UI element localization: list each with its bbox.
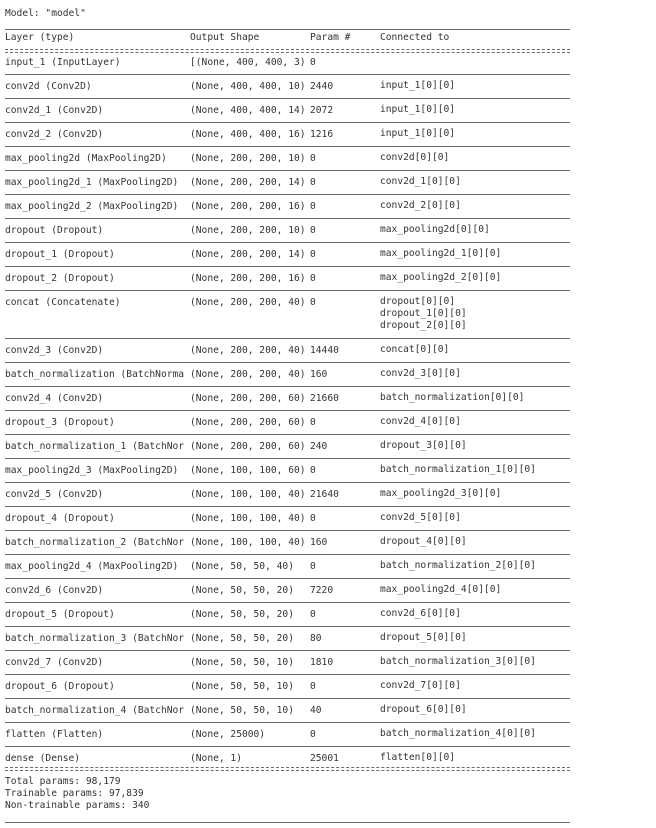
output-shape: (None, 50, 50, 40) [190, 561, 294, 572]
row-divider [5, 482, 570, 483]
trainable-params: Trainable params: 97,839 [5, 788, 144, 799]
param-count: 1810 [310, 657, 334, 668]
row-divider [5, 266, 570, 267]
table-row [5, 176, 605, 190]
connected-to-entry: flatten[0][0] [380, 752, 456, 763]
connected-to [380, 344, 449, 356]
layer-name: flatten (Flatten) [5, 729, 104, 740]
connected-to-entry: dropout_6[0][0] [380, 704, 467, 715]
non-trainable-params: Non-trainable params: 340 [5, 800, 150, 811]
output-shape: (None, 50, 50, 10) [190, 657, 294, 668]
header-output-shape: Output Shape [190, 32, 260, 43]
layer-name: batch_normalization_1 (BatchNor [5, 441, 185, 452]
connected-to-entry: conv2d[0][0] [380, 152, 450, 163]
param-count: 0 [310, 465, 316, 476]
connected-to-entry: max_pooling2d_4[0][0] [380, 584, 502, 595]
layer-name: conv2d_2 (Conv2D) [5, 129, 104, 140]
param-count: 0 [310, 153, 316, 164]
layer-name: batch_normalization_4 (BatchNor [5, 705, 185, 716]
layer-name: max_pooling2d_2 (MaxPooling2D) [5, 201, 179, 212]
param-count: 0 [310, 729, 316, 740]
output-shape: (None, 100, 100, 60) [190, 465, 306, 476]
connected-to [380, 728, 536, 740]
layer-name: batch_normalization_2 (BatchNor [5, 537, 185, 548]
row-divider [5, 338, 570, 339]
connected-to [380, 248, 501, 260]
row-divider [5, 506, 570, 507]
connected-to-entry: conv2d_3[0][0] [380, 368, 461, 379]
output-shape: (None, 200, 200, 40) [190, 345, 306, 356]
connected-to [380, 464, 536, 476]
header-double-divider [5, 49, 570, 53]
connected-to-entry: dropout[0][0] [380, 296, 456, 307]
connected-to-entry: input_1[0][0] [380, 128, 456, 139]
table-row [5, 104, 605, 118]
connected-to [380, 560, 536, 572]
connected-to [380, 176, 461, 188]
layer-name: conv2d_5 (Conv2D) [5, 489, 104, 500]
param-count: 0 [310, 273, 316, 284]
row-divider [5, 146, 570, 147]
layer-name: conv2d_4 (Conv2D) [5, 393, 104, 404]
layer-name: conv2d_1 (Conv2D) [5, 105, 104, 116]
connected-to [380, 656, 536, 668]
connected-to [380, 488, 501, 500]
connected-to [380, 368, 461, 380]
param-count: 160 [310, 537, 328, 548]
layer-name: concat (Concatenate) [5, 297, 121, 308]
table-row [5, 512, 605, 526]
output-shape: (None, 400, 400, 14) [190, 105, 306, 116]
param-count: 0 [310, 417, 316, 428]
header-params: Param # [310, 32, 351, 43]
param-count: 21640 [310, 489, 339, 500]
total-params: Total params: 98,179 [5, 776, 121, 787]
layer-name: conv2d_3 (Conv2D) [5, 345, 104, 356]
table-row [5, 416, 605, 430]
param-count: 2072 [310, 105, 334, 116]
param-count: 21660 [310, 393, 339, 404]
connected-to-entry: input_1[0][0] [380, 80, 456, 91]
table-row [5, 272, 605, 286]
param-count: 240 [310, 441, 328, 452]
table-row [5, 80, 605, 94]
connected-to [380, 128, 455, 140]
param-count: 2440 [310, 81, 334, 92]
param-count: 160 [310, 369, 328, 380]
param-count: 0 [310, 249, 316, 260]
row-divider [5, 674, 570, 675]
output-shape: (None, 200, 200, 10) [190, 225, 306, 236]
output-shape: (None, 400, 400, 16) [190, 129, 306, 140]
output-shape: (None, 200, 200, 16) [190, 273, 306, 284]
param-count: 0 [310, 609, 316, 620]
layer-name: max_pooling2d_4 (MaxPooling2D) [5, 561, 179, 572]
table-row [5, 608, 605, 622]
row-divider [5, 434, 570, 435]
connected-to-entry: max_pooling2d_3[0][0] [380, 488, 502, 499]
table-row [5, 752, 605, 766]
row-divider [5, 554, 570, 555]
param-count: 0 [310, 297, 316, 308]
table-row [5, 560, 605, 574]
param-count: 7220 [310, 585, 334, 596]
table-row [5, 632, 605, 646]
connected-to [380, 632, 467, 644]
table-row [5, 440, 605, 454]
row-divider [5, 194, 570, 195]
output-shape: (None, 200, 200, 40) [190, 369, 306, 380]
table-row [5, 200, 605, 214]
row-divider [5, 242, 570, 243]
output-shape: (None, 50, 50, 20) [190, 609, 294, 620]
table-row [5, 296, 605, 331]
output-shape: (None, 200, 200, 10) [190, 153, 306, 164]
table-row [5, 728, 605, 742]
table-row [5, 344, 605, 358]
table-row [5, 464, 605, 478]
connected-to-entry: dropout_4[0][0] [380, 536, 467, 547]
table-row [5, 704, 605, 718]
connected-to [380, 512, 461, 524]
connected-to [380, 584, 501, 596]
row-divider [5, 362, 570, 363]
connected-to-entry: dropout_5[0][0] [380, 632, 467, 643]
layer-name: dropout_6 (Dropout) [5, 681, 115, 692]
connected-to [380, 608, 461, 620]
row-divider [5, 458, 570, 459]
connected-to [380, 296, 467, 332]
row-divider [5, 746, 570, 747]
output-shape: (None, 50, 50, 20) [190, 633, 294, 644]
connected-to [380, 752, 455, 764]
connected-to [380, 224, 490, 236]
table-row [5, 488, 605, 502]
output-shape: (None, 100, 100, 40) [190, 513, 306, 524]
connected-to [380, 440, 467, 452]
connected-to-entry: batch_normalization_3[0][0] [380, 656, 536, 667]
model-title: Model: "model" [5, 8, 86, 19]
row-divider [5, 290, 570, 291]
layer-name: dropout (Dropout) [5, 225, 104, 236]
row-divider [5, 122, 570, 123]
connected-to [380, 152, 449, 164]
table-row [5, 368, 605, 382]
param-count: 0 [310, 177, 316, 188]
row-divider [5, 98, 570, 99]
connected-to [380, 392, 524, 404]
connected-to-entry: conv2d_1[0][0] [380, 176, 461, 187]
row-divider [5, 218, 570, 219]
output-shape: (None, 400, 400, 10) [190, 81, 306, 92]
output-shape: (None, 200, 200, 16) [190, 201, 306, 212]
connected-to-entry: dropout_3[0][0] [380, 440, 467, 451]
connected-to [380, 704, 467, 716]
layer-name: dropout_3 (Dropout) [5, 417, 115, 428]
connected-to-entry: concat[0][0] [380, 344, 450, 355]
row-divider [5, 626, 570, 627]
top-divider [5, 29, 570, 30]
connected-to-entry: conv2d_5[0][0] [380, 512, 461, 523]
connected-to-entry: input_1[0][0] [380, 104, 456, 115]
param-count: 40 [310, 705, 322, 716]
header-connected-to: Connected to [380, 32, 450, 43]
table-row [5, 392, 605, 406]
bottom-divider [5, 822, 570, 823]
table-row [5, 248, 605, 262]
output-shape: (None, 50, 50, 10) [190, 681, 294, 692]
connected-to-entry: max_pooling2d_2[0][0] [380, 272, 502, 283]
connected-to-entry: conv2d_2[0][0] [380, 200, 461, 211]
output-shape: (None, 200, 200, 14) [190, 177, 306, 188]
connected-to [380, 680, 461, 692]
param-count: 0 [310, 561, 316, 572]
connected-to-entry: conv2d_6[0][0] [380, 608, 461, 619]
output-shape: (None, 50, 50, 10) [190, 705, 294, 716]
row-divider [5, 722, 570, 723]
param-count: 14440 [310, 345, 339, 356]
row-divider [5, 530, 570, 531]
output-shape: (None, 200, 200, 40) [190, 297, 306, 308]
row-divider [5, 578, 570, 579]
layer-name: dropout_1 (Dropout) [5, 249, 115, 260]
layer-name: conv2d_7 (Conv2D) [5, 657, 104, 668]
connected-to-entry: batch_normalization_1[0][0] [380, 464, 536, 475]
output-shape: (None, 200, 200, 60) [190, 441, 306, 452]
header-layer: Layer (type) [5, 32, 75, 43]
connected-to-entry: batch_normalization[0][0] [380, 392, 525, 403]
layer-name: dropout_2 (Dropout) [5, 273, 115, 284]
output-shape: (None, 100, 100, 40) [190, 537, 306, 548]
layer-name: batch_normalization_3 (BatchNor [5, 633, 185, 644]
layer-name: input_1 (InputLayer) [5, 57, 121, 68]
table-row [5, 128, 605, 142]
layer-name: max_pooling2d (MaxPooling2D) [5, 153, 167, 164]
table-row [5, 536, 605, 550]
param-count: 0 [310, 201, 316, 212]
connected-to [380, 200, 461, 212]
output-shape: (None, 100, 100, 40) [190, 489, 306, 500]
connected-to [380, 536, 467, 548]
connected-to [380, 80, 455, 92]
table-row [5, 224, 605, 238]
connected-to-entry: dropout_2[0][0] [380, 320, 467, 331]
connected-to-entry: batch_normalization_4[0][0] [380, 728, 536, 739]
row-divider [5, 698, 570, 699]
param-count: 80 [310, 633, 322, 644]
connected-to-entry: conv2d_7[0][0] [380, 680, 461, 691]
param-count: 1216 [310, 129, 334, 140]
row-divider [5, 74, 570, 75]
connected-to-entry: dropout_1[0][0] [380, 308, 467, 319]
row-divider [5, 650, 570, 651]
row-divider [5, 386, 570, 387]
table-header [5, 31, 605, 45]
table-row [5, 56, 605, 70]
output-shape: (None, 1) [190, 753, 242, 764]
connected-to-entry: conv2d_4[0][0] [380, 416, 461, 427]
layer-name: dropout_4 (Dropout) [5, 513, 115, 524]
table-row [5, 656, 605, 670]
output-shape: (None, 50, 50, 20) [190, 585, 294, 596]
param-count: 0 [310, 681, 316, 692]
output-shape: (None, 200, 200, 14) [190, 249, 306, 260]
connected-to [380, 104, 455, 116]
summary-double-divider [5, 767, 570, 771]
table-row [5, 680, 605, 694]
output-shape: [(None, 400, 400, 3) [190, 57, 306, 68]
layer-name: batch_normalization (BatchNorma [5, 369, 185, 380]
layer-name: dropout_5 (Dropout) [5, 609, 115, 620]
layer-name: dense (Dense) [5, 753, 81, 764]
connected-to [380, 272, 501, 284]
layer-name: max_pooling2d_3 (MaxPooling2D) [5, 465, 179, 476]
param-count: 0 [310, 513, 316, 524]
row-divider [5, 170, 570, 171]
param-count: 0 [310, 225, 316, 236]
layer-name: conv2d_6 (Conv2D) [5, 585, 104, 596]
connected-to [380, 416, 461, 428]
output-shape: (None, 25000) [190, 729, 266, 740]
layer-name: max_pooling2d_1 (MaxPooling2D) [5, 177, 179, 188]
output-shape: (None, 200, 200, 60) [190, 417, 306, 428]
row-divider [5, 410, 570, 411]
connected-to-entry: max_pooling2d_1[0][0] [380, 248, 502, 259]
param-count: 25001 [310, 753, 339, 764]
table-row [5, 152, 605, 166]
model-summary-output [5, 0, 655, 828]
param-count: 0 [310, 57, 316, 68]
row-divider [5, 602, 570, 603]
connected-to-entry: max_pooling2d[0][0] [380, 224, 490, 235]
output-shape: (None, 200, 200, 60) [190, 393, 306, 404]
connected-to-entry: batch_normalization_2[0][0] [380, 560, 536, 571]
layer-name: conv2d (Conv2D) [5, 81, 92, 92]
table-row [5, 584, 605, 598]
